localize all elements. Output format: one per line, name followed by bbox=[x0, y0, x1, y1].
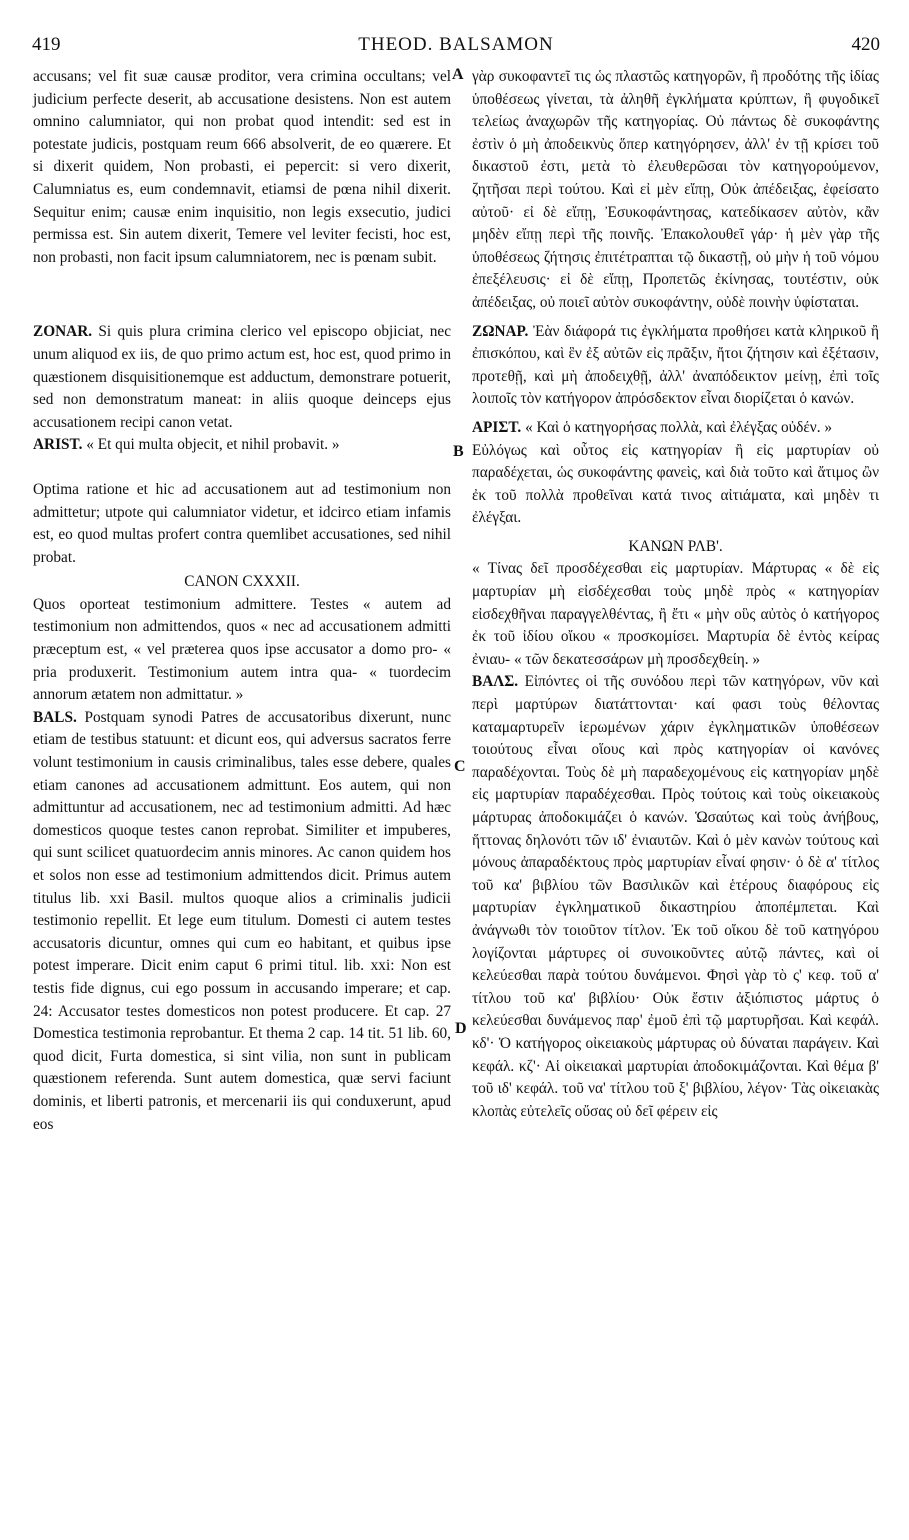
greek-bals-paragraph bbox=[472, 671, 879, 1123]
greek-eulogos-paragraph: Εὐλόγως καὶ οὗτος εἰς κατηγορίαν ἢ εἰς μαρτυρίαν οὐ παραδέχεται, ὡς συκοφάντης φανεὶς, καὶ διὰ τοῦτο καὶ ἄτιμος ὢν ἐκ τοῦ πολλὰ προθεῖναι κατά τινος αἰτιάματα, καὶ μηδὲν τι ἐλέγξαι. bbox=[472, 441, 879, 527]
greek-paragraph-1: γὰρ συκοφαντεῖ τις ὡς πλαστῶς κατηγορῶν, ἢ προδότης τῆς ἰδίας ὑποθέσεως γίνεται, τὰ ἀληθῆ ἐγκλήματα κρύπτων, ἢ φυγοδικεῖ τελείως ἀναχωρῶν τῆς κατηγορίας. Οὐ πάντως δὲ συκοφάντης ἐστὶν ὁ μὴ ἀποδεικνὺς ὅπερ κατηγόρησεν, ἀλλ' ἐν τῇ κρίσει τοῦ δικαστοῦ ἐστι, μετὰ τὸ ἐλευθερῶσαι τὸν κατηγορούμενον, ζητῆσαι περὶ τούτου. Καὶ εἰ μὲν εἴπῃ, Οὐκ ἀπέδειξας, ἐφείσατο αὐτοῦ· εἰ δὲ εἴπῃ, Ἐσυκοφάντησας, κατεδίκασεν αὐτὸν, κἂν μηδὲν εἴπῃ περὶ τῆς ποινῆς. Ἐπακολουθεῖ γάρ· ἡ μὲν γὰρ τῆς ὑποθέσεως ζήτησις ἐπιτέτραπται τῷ δικαστῇ, οὐ μὴν ἡ τοῦ νόμου ἐπεξέλευσις· εἰ δὲ εἴπῃ, Προπετῶς ἐκίνησας, τουτέστιν, οὐκ ἀπέδειξας, οὐ ποιεῖ αὐτὸν συκοφάντην, οὐδὲ ποινὴν ὑφίσταται. bbox=[472, 68, 879, 311]
latin-zonar-paragraph bbox=[33, 321, 451, 434]
zonar-text: Si quis plura crimina clerico vel episcopo objiciat, nec unum aliquod ex iis, de quo primo actum est, hoc est, quod primo in quæstionem disquisitionemque est adductum, demonstrare potuerit, sed non demonstratum maneat: in aliis quoque deinceps ejus accusationem recipi canon vetat. bbox=[33, 323, 451, 431]
latin-canon-text: Quos oporteat testimonium admittere. Testes « autem ad testimonium non admittendos, quos « nec ad accusationem admitti præceptum est, « vel præterea quos ipse accusator a domo pro- « pria produxerit. Testimonium autem intra qua- « tuordecim annorum ætatem non admittatur. » bbox=[33, 595, 451, 704]
latin-bals-paragraph bbox=[33, 707, 451, 1136]
latin-paragraph-1: accusans; vel fit suæ causæ proditor, vera crimina occultans; vel judicium perfecte deserit, ab accusatione desistens. Non est autem omnino calumniator, qui non probat quod intendit: sed est in potestate judicis, postquam reum 666 absolverit, de eo quærere. Et si dixerit quidem, Non probasti, ei pepercit: si vero dixerit, Calumniatus es, eum condemnavit, etiamsi de pœna nihil dixerit. Sequitur enim; causæ enim inquisitio, non legis exsecutio, judici permissa est. Sin autem dixerit, Temere vel leviter fecisti, hoc est, non probasti, non facit ipsum calumniatorem, nec is pœnam subit. bbox=[33, 68, 451, 266]
latin-column bbox=[33, 66, 451, 1136]
latin-arist-paragraph bbox=[33, 434, 451, 457]
margin-letter-b: B bbox=[453, 443, 464, 460]
greek-arist-text: « Καὶ ὁ κατηγορήσας πολλὰ, καὶ ἐλέγξας οὐδέν. » bbox=[525, 418, 833, 436]
arist-text: « Et qui multa objecit, et nihil probavit. » bbox=[86, 436, 340, 454]
greek-bals-label: ΒΑΛΣ. bbox=[472, 673, 519, 691]
greek-arist-paragraph bbox=[472, 417, 879, 440]
margin-letter-a: A bbox=[452, 66, 464, 83]
greek-arist-label: ΑΡΙΣΤ. bbox=[472, 418, 522, 436]
bals-text: Postquam synodi Patres de accusatoribus dixerunt, nunc etiam de testibus statuunt: et dicunt eos, qui adversus sacratos ferre volunt testimonium in causis criminalibus, tales esse debere, quales etiam canones ad accusationem admittunt. Eos autem, qui non admittuntur ad accusationem, nec ad testimonium admitti. Ad hæc domesticos quoque testes canon reprobat. Similiter et impuberes, qui sunt scilicet quatuordecim annis minores. Ac canon quidem hos et solos non esse ad testimonium admittendos dicit. Primus autem titulus lib. xxi Basil. multos quoque alios a criminalis judicii testimonio repellit. Et lege eum titulum. Domesti ci autem testes accusatoris dicuntur, omnes qui cum eo habitant, et quibus ipse potest imperare. Dicit enim caput 6 primi titul. lib. xxi: Non est testis fide dignus, cui ego possum in accusando imperare; et cap. 24: Accusator testes domesticos non potest producere. Et cap. 27 Domestica testimonia reprobantur. Et thema 2 cap. 14 tit. 51 lib. 60, quod dicit, Furta domestica, si sint vilia, non sunt in publicam quæstionem referenda. Sunt autem domestica, quæ servi faciunt dominis, et liberti patronis, et mercenarii iis qui conduxerunt, apud eos bbox=[33, 708, 451, 1133]
arist-label: ARIST. bbox=[33, 436, 83, 454]
zonar-label: ZONAR. bbox=[33, 323, 93, 341]
running-title: THEOD. BALSAMON bbox=[358, 34, 554, 55]
greek-zonar-label: ΖΩΝΑΡ. bbox=[472, 322, 529, 340]
bals-label: BALS. bbox=[33, 708, 77, 726]
page-header bbox=[32, 34, 880, 64]
latin-optima-paragraph: Optima ratione et hic ad accusationem aut ad testimonium non admittetur; utpote qui calumniator videtur, et idcirco etiam infamis est, eo quod multas profert contra quemlibet accusationes, sed nihil probat. bbox=[33, 480, 451, 566]
greek-bals-text: Εἰπόντες οἱ τῆς συνόδου περὶ τῶν κατηγόρων, νῦν καὶ περὶ μαρτύρων διατάττονται· καί φασι τοὺς θέλοντας καταμαρτυρεῖν ἱερωμένων χάριν ἐγκληματικῶν ὑποθέσεων τοιούτους εἶναι οἵους καὶ πρὸς κατηγορίαν οἱ κανόνες παραδέχονται. Τοὺς δὲ μὴ παραδεχομένους εἰς κατηγορίαν μηδὲ εἰς μαρτυρίαν παραδέχεσθαι. Πρὸς τούτοις καὶ τοὺς οἰκειακοὺς μάρτυρας ἀποδοκιμάζει ὁ κανών. Ὡσαύτως καὶ τοὺς ἀνήβους, ἥττονας δηλονότι τῶν ιδ' ἐνιαυτῶν. Καὶ ὁ μὲν κανὼν τούτους καὶ μόνους ἀπαραδέκτους πρὸς μαρτυρίαν εἶναί φησιν· ὁ δὲ α' τίτλος τοῦ κα' βιβλίου τῶν Βασιλικῶν καὶ ἑτέρους διαφόρους εἰς μαρτυρίαν ἐγκληματικοῦ δικαστηρίου ἀποπέμπεται. Καὶ ἀνάγνωθι τὸν τοιοῦτον τίτλον. Ἐκ τοῦ οἴκου δὲ τοῦ κατηγόρου λογίζονται μάρτυρες οἱ συνοικοῦντες αὐτῷ πάντες, καὶ οἱ κελεύεσθαι παρὰ τούτου δυνάμενοι. Φησὶ γὰρ τὸ ς' κεφ. τοῦ α' τίτλου τοῦ κα' βιβλίου· Οὐκ ἔστιν ἀξιόπιστος μάρτυς ὁ κελεύεσθαι δυνάμενος παρ' ἐμοῦ ἐπὶ τῷ μαρτυρῆσαι. Καὶ κεφάλ. κδ'· Ὁ κατήγορος οἰκειακοὺς μάρτυρας οὐ δύναται παράγειν. Καὶ κεφάλ. κζ'· Αἱ οἰκειακαὶ μαρτυρίαι ἀποδοκιμάζονται. Καὶ θέμα β' τοῦ ιδ' κεφάλ. τοῦ να' τίτλου τοῦ ξ' βιβλίου, λέγον· Τὰς οἰκειακὰς κλοπὰς εὐτελεῖς οὔσας οὐ δεῖ φέρειν εἰς bbox=[472, 673, 879, 1120]
greek-column bbox=[472, 66, 879, 1123]
margin-letter-d: D bbox=[455, 1020, 467, 1037]
page-number-right: 420 bbox=[851, 34, 880, 55]
greek-canon-title: ΚΑΝΩΝ ΡΛΒ'. bbox=[628, 537, 723, 555]
greek-zonar-text: Ἐὰν διάφορά τις ἐγκλήματα προθήσει κατὰ κληρικοῦ ἢ ἐπισκόπου, καὶ ἓν ἐξ αὐτῶν εἰς πρᾶξιν, ἤτοι ζήτησιν καὶ ἐξέτασιν, προτεθῇ, καὶ μὴ ἀποδειχθῇ, ἀλλ' ἀναπόδεικτον μείνῃ, ἐπὶ τοῖς λοιποῖς τὸν κατήγορον ἀπρόσδεκτον εἶναι διορίζεται ὁ κανών. bbox=[472, 322, 879, 408]
margin-letter-c: C bbox=[454, 758, 466, 775]
greek-zonar-paragraph bbox=[472, 321, 879, 411]
latin-canon-title: CANON CXXXII. bbox=[184, 573, 300, 591]
page-number-left: 419 bbox=[32, 34, 61, 55]
greek-canon-text: « Τίνας δεῖ προσδέχεσθαι εἰς μαρτυρίαν. Μάρτυρας « δὲ εἰς μαρτυρίαν μὴ εἰσδέχεσθαι τοὺς μηδὲ πρὸς « κατηγορίαν εἰσδεχθῆναι παραγγελθέντας, ἢ ἔτι « μὴν οὓς αὐτὸς ὁ κατήγορος ἐκ τοῦ ἰδίου οἴκου « προσκομίσει. Μαρτυρία δὲ ἐντὸς κείρας ἐνιαυ- « τῶν δεκατεσσάρων μὴ προσδεχθείη. » bbox=[472, 560, 879, 668]
